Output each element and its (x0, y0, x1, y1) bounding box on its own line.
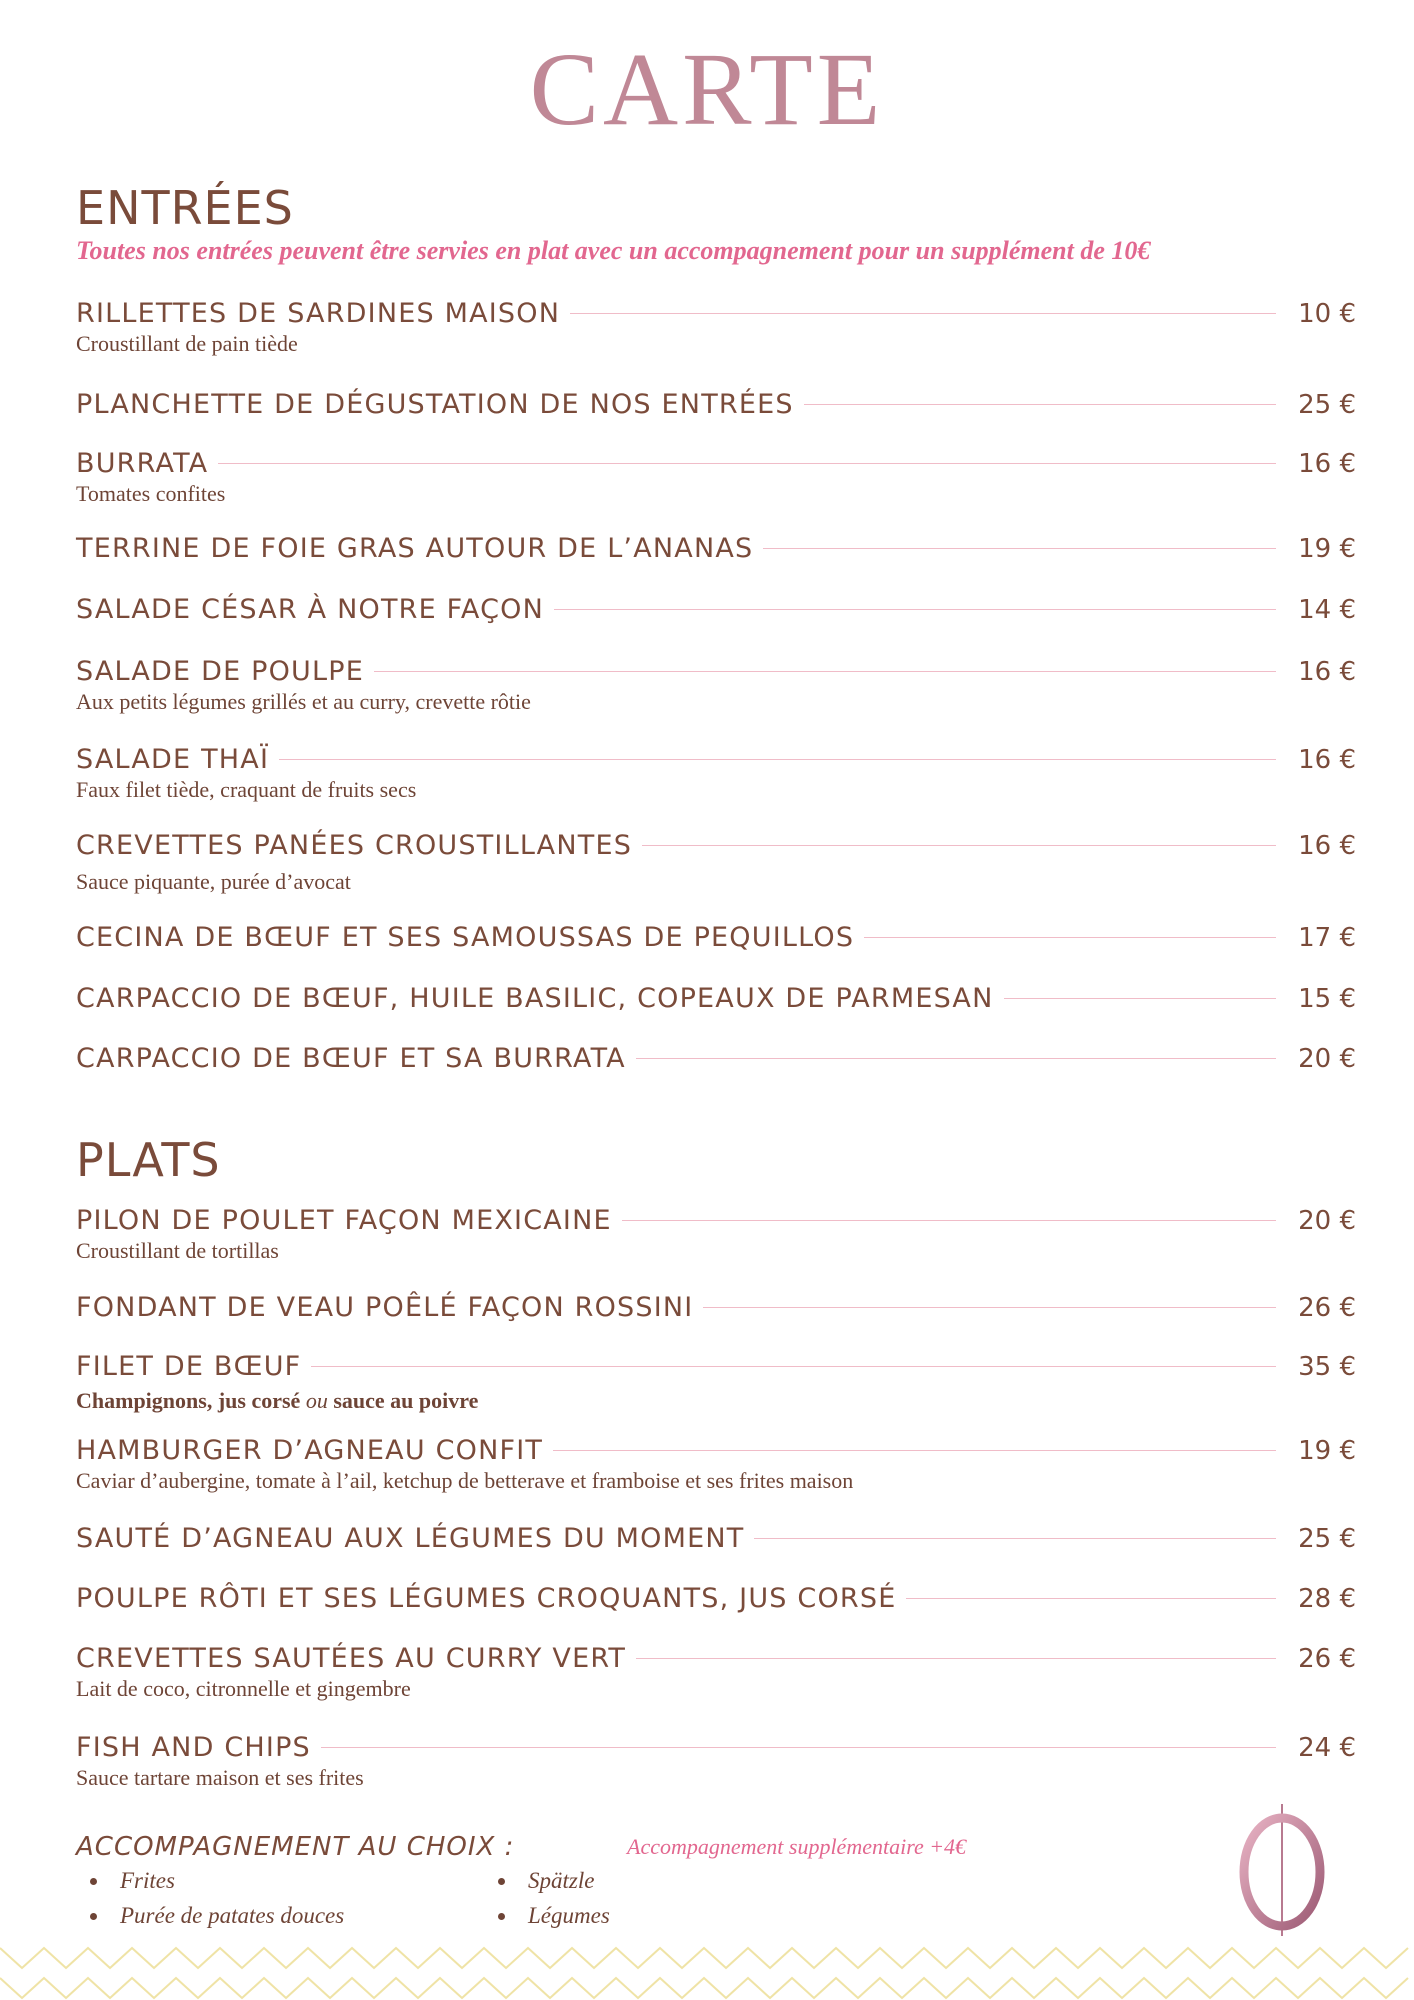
menu-item (76, 1434, 1356, 1494)
item-price: 25 € (1298, 1524, 1356, 1554)
menu-item (76, 982, 1356, 1042)
item-description: Lait de coco, citronnelle et gingembre (76, 1676, 411, 1701)
item-price: 35 € (1298, 1352, 1356, 1382)
leader-line (218, 463, 1276, 464)
sides-list-right (484, 1866, 610, 1936)
menu-item (76, 532, 1356, 592)
item-price: 17 € (1298, 923, 1356, 953)
item-price: 15 € (1298, 984, 1356, 1014)
item-name: PLANCHETTE DE DÉGUSTATION DE NOS ENTRÉES (76, 389, 794, 420)
menu-item (76, 1731, 1356, 1791)
item-price: 19 € (1298, 1436, 1356, 1466)
menu-item (76, 447, 1356, 507)
item-name: CREVETTES SAUTÉES AU CURRY VERT (76, 1643, 627, 1674)
menu-item (76, 655, 1356, 715)
leader-line (763, 548, 1276, 549)
item-price: 16 € (1298, 449, 1356, 479)
desc-or: ou (305, 1388, 328, 1413)
menu-item (76, 297, 1356, 357)
item-name: HAMBURGER D’AGNEAU CONFIT (76, 1435, 544, 1466)
sides-heading: ACCOMPAGNEMENT AU CHOIX : (76, 1832, 515, 1862)
item-description: Croustillant de pain tiède (76, 331, 298, 356)
item-price: 10 € (1298, 299, 1356, 329)
item-name: TERRINE DE FOIE GRAS AUTOUR DE L’ANANAS (76, 533, 754, 564)
item-name: PILON DE POULET FAÇON MEXICAINE (76, 1205, 612, 1236)
leader-line (906, 1598, 1276, 1599)
leader-line (864, 937, 1276, 938)
leader-line (279, 759, 1276, 760)
item-description: Caviar d’aubergine, tomate à l’ail, ketchup de betterave et framboise et ses frites maison (76, 1468, 854, 1493)
leader-line (636, 1058, 1276, 1059)
item-description: Sauce piquante, purée d’avocat (76, 869, 351, 894)
leader-line (754, 1538, 1276, 1539)
item-price: 16 € (1298, 831, 1356, 861)
sides-extra-note: Accompagnement supplémentaire +4€ (627, 1834, 967, 1859)
item-description: Tomates confites (76, 481, 226, 506)
desc-part: Champignons, jus corsé (76, 1388, 301, 1413)
menu-item (76, 829, 1356, 894)
item-price: 25 € (1298, 390, 1356, 420)
item-price: 26 € (1298, 1644, 1356, 1674)
side-option: Légumes (484, 1901, 610, 1936)
menu-item (76, 388, 1356, 448)
item-name: CARPACCIO DE BŒUF, HUILE BASILIC, COPEAUX DE PARMESAN (76, 983, 994, 1014)
leader-line (321, 1747, 1276, 1748)
item-price: 19 € (1298, 534, 1356, 564)
bottom-pattern (0, 1938, 1414, 2000)
menu-item (76, 1350, 1356, 1413)
menu-item (76, 593, 1356, 653)
item-name: CARPACCIO DE BŒUF ET SA BURRATA (76, 1043, 626, 1074)
menu-item (76, 1642, 1356, 1702)
page-title: CARTE (529, 32, 885, 147)
side-option: Purée de patates douces (76, 1901, 344, 1936)
logo-icon (1222, 1800, 1342, 1940)
leader-line (570, 313, 1276, 314)
menu-item (76, 1582, 1356, 1642)
item-description: Aux petits légumes grillés et au curry, crevette rôtie (76, 689, 531, 714)
sides-list-left (76, 1866, 344, 1936)
leader-line (804, 404, 1276, 405)
entrees-note: Toutes nos entrées peuvent être servies en plat avec un accompagnement pour un supplément de 10€ (76, 236, 1151, 265)
item-name: RILLETTES DE SARDINES MAISON (76, 298, 561, 329)
item-description: Croustillant de tortillas (76, 1238, 279, 1263)
menu-item (76, 1291, 1356, 1351)
side-option: Frites (76, 1866, 344, 1901)
menu-item (76, 1522, 1356, 1582)
menu-item (76, 1042, 1356, 1102)
item-price: 26 € (1298, 1293, 1356, 1323)
menu-item (76, 743, 1356, 803)
side-option: Spätzle (484, 1866, 610, 1901)
item-price: 14 € (1298, 595, 1356, 625)
item-description (76, 1388, 478, 1414)
item-price: 20 € (1298, 1206, 1356, 1236)
leader-line (703, 1307, 1276, 1308)
item-name: SALADE THAÏ (76, 744, 270, 775)
item-description: Faux filet tiède, craquant de fruits secs (76, 777, 417, 802)
leader-line (636, 1658, 1276, 1659)
item-name: FONDANT DE VEAU POÊLÉ FAÇON ROSSINI (76, 1292, 694, 1323)
item-name: SALADE DE POULPE (76, 656, 364, 687)
item-price: 16 € (1298, 745, 1356, 775)
item-name: FILET DE BŒUF (76, 1351, 302, 1382)
leader-line (622, 1220, 1276, 1221)
item-price: 24 € (1298, 1733, 1356, 1763)
item-name: FISH AND CHIPS (76, 1732, 311, 1763)
leader-line (374, 671, 1276, 672)
item-name: CECINA DE BŒUF ET SES SAMOUSSAS DE PEQUILLOS (76, 922, 855, 953)
leader-line (553, 1450, 1276, 1451)
leader-line (642, 845, 1276, 846)
item-name: SAUTÉ D’AGNEAU AUX LÉGUMES DU MOMENT (76, 1523, 745, 1554)
item-name: CREVETTES PANÉES CROUSTILLANTES (76, 830, 633, 861)
item-name: POULPE RÔTI ET SES LÉGUMES CROQUANTS, JUS CORSÉ (76, 1583, 897, 1614)
leader-line (1004, 998, 1276, 999)
item-price: 28 € (1298, 1584, 1356, 1614)
item-price: 16 € (1298, 657, 1356, 687)
leader-line (311, 1366, 1276, 1367)
menu-item (76, 921, 1356, 981)
leader-line (554, 609, 1276, 610)
item-description: Sauce tartare maison et ses frites (76, 1765, 364, 1790)
menu-item (76, 1204, 1356, 1264)
item-name: SALADE CÉSAR À NOTRE FAÇON (76, 594, 544, 625)
desc-part: sauce au poivre (333, 1388, 479, 1413)
item-name: BURRATA (76, 448, 209, 479)
item-price: 20 € (1298, 1044, 1356, 1074)
plats-heading: PLATS (76, 1133, 221, 1187)
entrees-heading: ENTRÉES (76, 181, 294, 235)
